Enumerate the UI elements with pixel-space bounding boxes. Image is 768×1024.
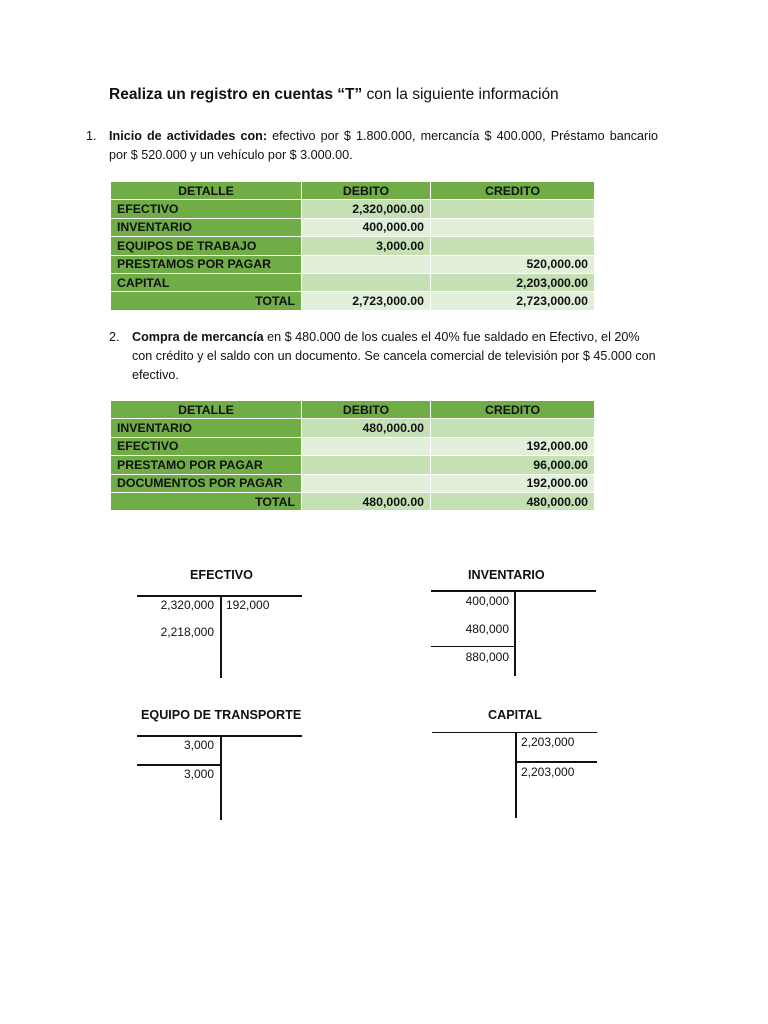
total-row (111, 492, 595, 510)
item-2-text: en $ 480.000 de los cuales el 40% fue saldado en Efectivo, el 20% con crédito y el saldo con un documento. Se cancela comercial de televisión por $ 45.000 con efectivo. (132, 330, 656, 382)
account-cell: CAPITAL (111, 273, 302, 291)
total-label: TOTAL (111, 292, 302, 310)
header-detalle: DETALLE (111, 401, 302, 419)
item-number: 1. (86, 129, 97, 143)
table-row (111, 200, 595, 218)
debit-cell (302, 474, 431, 492)
t-credit-total: 2,203,000 (521, 765, 575, 779)
t-account-sum-line (137, 764, 222, 766)
t-account-divider (220, 735, 222, 820)
account-cell: DOCUMENTOS POR PAGAR (111, 474, 302, 492)
total-credit: 2,723,000.00 (431, 292, 595, 310)
account-cell: INVENTARIO (111, 419, 302, 437)
credit-cell: 192,000.00 (431, 437, 595, 455)
table-row (111, 218, 595, 236)
t-account-divider (514, 590, 516, 676)
debit-cell: 2,320,000.00 (302, 200, 431, 218)
debit-cell (302, 456, 431, 474)
t-account-title: EFECTIVO (190, 568, 253, 582)
t-account-sum-line (515, 761, 597, 763)
header-detalle: DETALLE (111, 182, 302, 200)
page-title-bold: Realiza un registro en cuentas “T” (109, 86, 363, 103)
item-1-bold: Inicio de actividades con: (109, 129, 268, 143)
table-row (111, 437, 595, 455)
total-credit: 480,000.00 (431, 492, 595, 510)
table-row (111, 419, 595, 437)
total-debit: 480,000.00 (302, 492, 431, 510)
credit-cell: 520,000.00 (431, 255, 595, 273)
debit-cell: 400,000.00 (302, 218, 431, 236)
table-row (111, 474, 595, 492)
account-cell: EQUIPOS DE TRABAJO (111, 237, 302, 255)
credit-cell: 96,000.00 (431, 456, 595, 474)
credit-cell (431, 419, 595, 437)
header-debito: DEBITO (302, 401, 431, 419)
t-credit-value: 192,000 (226, 598, 270, 612)
t-debit-value: 480,000 (465, 622, 509, 636)
total-debit: 2,723,000.00 (302, 292, 431, 310)
account-cell: PRESTAMOS POR PAGAR (111, 255, 302, 273)
exercise-item-2 (109, 328, 658, 385)
header-credito: CREDITO (431, 401, 595, 419)
table-row (111, 273, 595, 291)
credit-cell (431, 237, 595, 255)
t-debit-value: 400,000 (465, 594, 509, 608)
table-row (111, 255, 595, 273)
header-credito: CREDITO (431, 182, 595, 200)
t-debit-total: 880,000 (465, 650, 509, 664)
t-debit-value: 2,320,000 (160, 598, 214, 612)
account-cell: INVENTARIO (111, 218, 302, 236)
debit-cell: 3,000.00 (302, 237, 431, 255)
t-account-title: EQUIPO DE TRANSPORTE (141, 708, 302, 722)
t-credit-value: 2,203,000 (521, 735, 575, 749)
total-row (111, 292, 595, 310)
account-cell: PRESTAMO POR PAGAR (111, 456, 302, 474)
t-account-title: INVENTARIO (468, 568, 545, 582)
t-debit-balance: 2,218,000 (160, 625, 214, 639)
table-row (111, 237, 595, 255)
t-debit-total: 3,000 (183, 767, 214, 781)
journal-table-1 (110, 181, 595, 311)
credit-cell (431, 218, 595, 236)
t-account-divider (515, 732, 517, 818)
t-account-title: CAPITAL (488, 708, 542, 722)
debit-cell (302, 255, 431, 273)
debit-cell: 480,000.00 (302, 419, 431, 437)
item-number: 2. (109, 330, 120, 344)
total-label: TOTAL (111, 492, 302, 510)
credit-cell (431, 200, 595, 218)
t-account-divider (220, 595, 222, 678)
table-row (111, 456, 595, 474)
debit-cell (302, 437, 431, 455)
account-cell: EFECTIVO (111, 200, 302, 218)
debit-cell (302, 273, 431, 291)
credit-cell: 2,203,000.00 (431, 273, 595, 291)
item-1-text: efectivo por $ 1.800.000, mercancía $ 400.000, Préstamo bancario por $ 520.000 y un vehículo por $ 3.000.00. (109, 129, 658, 162)
t-debit-value: 3,000 (183, 738, 214, 752)
t-account-sum-line (431, 646, 515, 647)
exercise-item-1 (86, 127, 658, 165)
account-cell: EFECTIVO (111, 437, 302, 455)
page-title (109, 86, 559, 104)
header-debito: DEBITO (302, 182, 431, 200)
journal-table-2 (110, 400, 595, 511)
credit-cell: 192,000.00 (431, 474, 595, 492)
item-2-bold: Compra de mercancía (132, 330, 264, 344)
page-title-rest: con la siguiente información (362, 86, 559, 103)
